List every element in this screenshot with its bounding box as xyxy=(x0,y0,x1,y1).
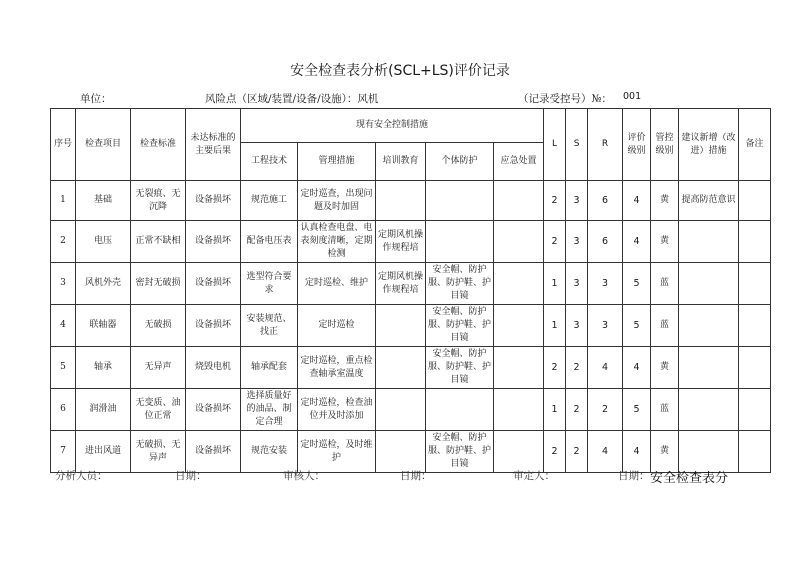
cell-ctrl: 蓝 xyxy=(651,263,679,305)
cell-ppe: 安全帽、防护服、防护鞋、护目镜 xyxy=(426,305,494,347)
cell-eng: 选择质量好的油品、制定合理 xyxy=(241,389,298,431)
cell-ppe: 安全帽、防护服、防护鞋、护目镜 xyxy=(426,263,494,305)
cell-mgmt: 定时巡检，重点检查轴承室温度 xyxy=(298,347,376,389)
cell-s: 2 xyxy=(566,389,588,431)
cell-level: 4 xyxy=(623,221,651,263)
cell-l: 1 xyxy=(544,263,566,305)
cell-emergency xyxy=(494,347,544,389)
cell-training xyxy=(376,181,426,221)
cell-item: 风机外壳 xyxy=(76,263,131,305)
cell-l: 2 xyxy=(544,181,566,221)
cell-standard: 无异声 xyxy=(131,347,186,389)
reviewer-date-label: 日期： xyxy=(400,470,432,482)
record-label: （记录受控号）№： xyxy=(518,93,612,105)
cell-ppe xyxy=(426,181,494,221)
header-eng: 工程技术 xyxy=(241,143,298,181)
cell-s: 3 xyxy=(566,263,588,305)
cell-mgmt: 定时巡检，及时维护 xyxy=(298,431,376,473)
cell-seq: 3 xyxy=(51,263,76,305)
cell-emergency xyxy=(494,305,544,347)
scl-evaluation-table xyxy=(50,108,771,473)
cell-emergency xyxy=(494,431,544,473)
cell-s: 3 xyxy=(566,181,588,221)
cell-remark xyxy=(739,181,771,221)
table-row xyxy=(51,181,771,221)
cell-remark xyxy=(739,221,771,263)
cell-mgmt: 定时巡查，出现问题及时加固 xyxy=(298,181,376,221)
cell-r: 4 xyxy=(588,347,623,389)
cell-standard: 无破损、无异声 xyxy=(131,431,186,473)
analyst-date-label: 日期： xyxy=(175,470,207,482)
header-l: L xyxy=(544,109,566,181)
cell-consequence: 设备损坏 xyxy=(186,263,241,305)
footer-tag: 安全检查表分 xyxy=(650,471,729,486)
cell-item: 进出风道 xyxy=(76,431,131,473)
table-row xyxy=(51,347,771,389)
cell-eng: 安装规范、找正 xyxy=(241,305,298,347)
analyst-label: 分析人员： xyxy=(55,470,108,482)
header-mgmt: 管理措施 xyxy=(298,143,376,181)
table-row xyxy=(51,389,771,431)
header-ctrl-level: 管控级别 xyxy=(651,109,679,181)
cell-mgmt: 认真检查电盘、电表刻度清晰，定期检测 xyxy=(298,221,376,263)
cell-consequence: 烧毁电机 xyxy=(186,347,241,389)
cell-emergency xyxy=(494,181,544,221)
cell-remark xyxy=(739,431,771,473)
record-number: 001 xyxy=(623,91,642,102)
cell-standard: 无破损 xyxy=(131,305,186,347)
table-row xyxy=(51,263,771,305)
cell-training: 定期风机操作规程培 xyxy=(376,221,426,263)
cell-level: 5 xyxy=(623,263,651,305)
cell-suggest xyxy=(679,221,739,263)
approver-date-label: 日期： xyxy=(618,470,650,482)
cell-standard: 正常不缺相 xyxy=(131,221,186,263)
page-title: 安全检查表分析(SCL+LS)评价记录 xyxy=(290,63,510,79)
cell-level: 5 xyxy=(623,305,651,347)
cell-ctrl: 黄 xyxy=(651,431,679,473)
cell-suggest xyxy=(679,263,739,305)
cell-ppe: 安全帽、防护服、防护鞋、护目镜 xyxy=(426,347,494,389)
header-remark: 备注 xyxy=(739,109,771,181)
cell-training xyxy=(376,305,426,347)
cell-r: 2 xyxy=(588,389,623,431)
cell-r: 3 xyxy=(588,305,623,347)
cell-remark xyxy=(739,347,771,389)
reviewer-label: 审核人： xyxy=(283,470,325,482)
cell-l: 2 xyxy=(544,221,566,263)
cell-suggest xyxy=(679,347,739,389)
cell-mgmt: 定时巡检、维护 xyxy=(298,263,376,305)
cell-ctrl: 黄 xyxy=(651,221,679,263)
cell-l: 1 xyxy=(544,389,566,431)
header-consequence: 未达标准的主要后果 xyxy=(186,109,241,181)
cell-mgmt: 定时巡检 xyxy=(298,305,376,347)
cell-r: 3 xyxy=(588,263,623,305)
cell-remark xyxy=(739,389,771,431)
cell-training xyxy=(376,431,426,473)
cell-level: 4 xyxy=(623,181,651,221)
header-emergency: 应急处置 xyxy=(494,143,544,181)
cell-l: 1 xyxy=(544,305,566,347)
cell-ppe xyxy=(426,221,494,263)
header-seq: 序号 xyxy=(51,109,76,181)
cell-consequence: 设备损坏 xyxy=(186,181,241,221)
risk-point-label: 风险点（区域/装置/设备/设施）：风机 xyxy=(205,93,379,105)
cell-training xyxy=(376,389,426,431)
table-row xyxy=(51,305,771,347)
cell-consequence: 设备损坏 xyxy=(186,431,241,473)
cell-suggest: 提高防范意识 xyxy=(679,181,739,221)
cell-seq: 6 xyxy=(51,389,76,431)
cell-ppe: 安全帽、防护服、防护鞋、护目镜 xyxy=(426,431,494,473)
header-measures-group: 现有安全控制措施 xyxy=(241,109,544,143)
unit-label: 单位： xyxy=(80,93,112,105)
cell-eng: 选型符合要求 xyxy=(241,263,298,305)
cell-eng: 轴承配套 xyxy=(241,347,298,389)
cell-ctrl: 蓝 xyxy=(651,389,679,431)
cell-l: 2 xyxy=(544,431,566,473)
cell-item: 基础 xyxy=(76,181,131,221)
cell-training xyxy=(376,347,426,389)
header-ppe: 个体防护 xyxy=(426,143,494,181)
cell-s: 2 xyxy=(566,347,588,389)
header-item: 检查项目 xyxy=(76,109,131,181)
cell-r: 6 xyxy=(588,221,623,263)
cell-seq: 7 xyxy=(51,431,76,473)
cell-level: 4 xyxy=(623,431,651,473)
header-standard: 检查标准 xyxy=(131,109,186,181)
cell-s: 2 xyxy=(566,431,588,473)
cell-s: 3 xyxy=(566,305,588,347)
cell-consequence: 设备损坏 xyxy=(186,305,241,347)
cell-seq: 2 xyxy=(51,221,76,263)
cell-training: 定期风机操作规程培 xyxy=(376,263,426,305)
cell-ctrl: 蓝 xyxy=(651,305,679,347)
cell-emergency xyxy=(494,389,544,431)
cell-seq: 1 xyxy=(51,181,76,221)
header-training: 培训教育 xyxy=(376,143,426,181)
cell-item: 电压 xyxy=(76,221,131,263)
cell-item: 润滑油 xyxy=(76,389,131,431)
cell-standard: 密封无破损 xyxy=(131,263,186,305)
header-suggest: 建议新增（改进）措施 xyxy=(679,109,739,181)
cell-ctrl: 黄 xyxy=(651,347,679,389)
cell-level: 5 xyxy=(623,389,651,431)
cell-eng: 规范安装 xyxy=(241,431,298,473)
cell-ppe xyxy=(426,389,494,431)
cell-r: 6 xyxy=(588,181,623,221)
cell-seq: 4 xyxy=(51,305,76,347)
cell-r: 4 xyxy=(588,431,623,473)
cell-consequence: 设备损坏 xyxy=(186,221,241,263)
cell-eng: 规范施工 xyxy=(241,181,298,221)
cell-s: 3 xyxy=(566,221,588,263)
cell-mgmt: 定时巡检，检查油位并及时添加 xyxy=(298,389,376,431)
cell-level: 4 xyxy=(623,347,651,389)
table-row xyxy=(51,221,771,263)
cell-suggest xyxy=(679,305,739,347)
header-r: R xyxy=(588,109,623,181)
cell-emergency xyxy=(494,221,544,263)
cell-standard: 无变质、油位正常 xyxy=(131,389,186,431)
cell-standard: 无裂痕、无沉降 xyxy=(131,181,186,221)
signature-footer xyxy=(0,468,800,492)
cell-remark xyxy=(739,305,771,347)
cell-item: 轴承 xyxy=(76,347,131,389)
cell-ctrl: 黄 xyxy=(651,181,679,221)
cell-emergency xyxy=(494,263,544,305)
cell-seq: 5 xyxy=(51,347,76,389)
header-s: S xyxy=(566,109,588,181)
cell-consequence: 设备损坏 xyxy=(186,389,241,431)
cell-suggest xyxy=(679,389,739,431)
cell-remark xyxy=(739,263,771,305)
cell-item: 联轴器 xyxy=(76,305,131,347)
approver-label: 审定人： xyxy=(513,470,555,482)
header-level: 评价级别 xyxy=(623,109,651,181)
cell-l: 2 xyxy=(544,347,566,389)
cell-eng: 配备电压表 xyxy=(241,221,298,263)
